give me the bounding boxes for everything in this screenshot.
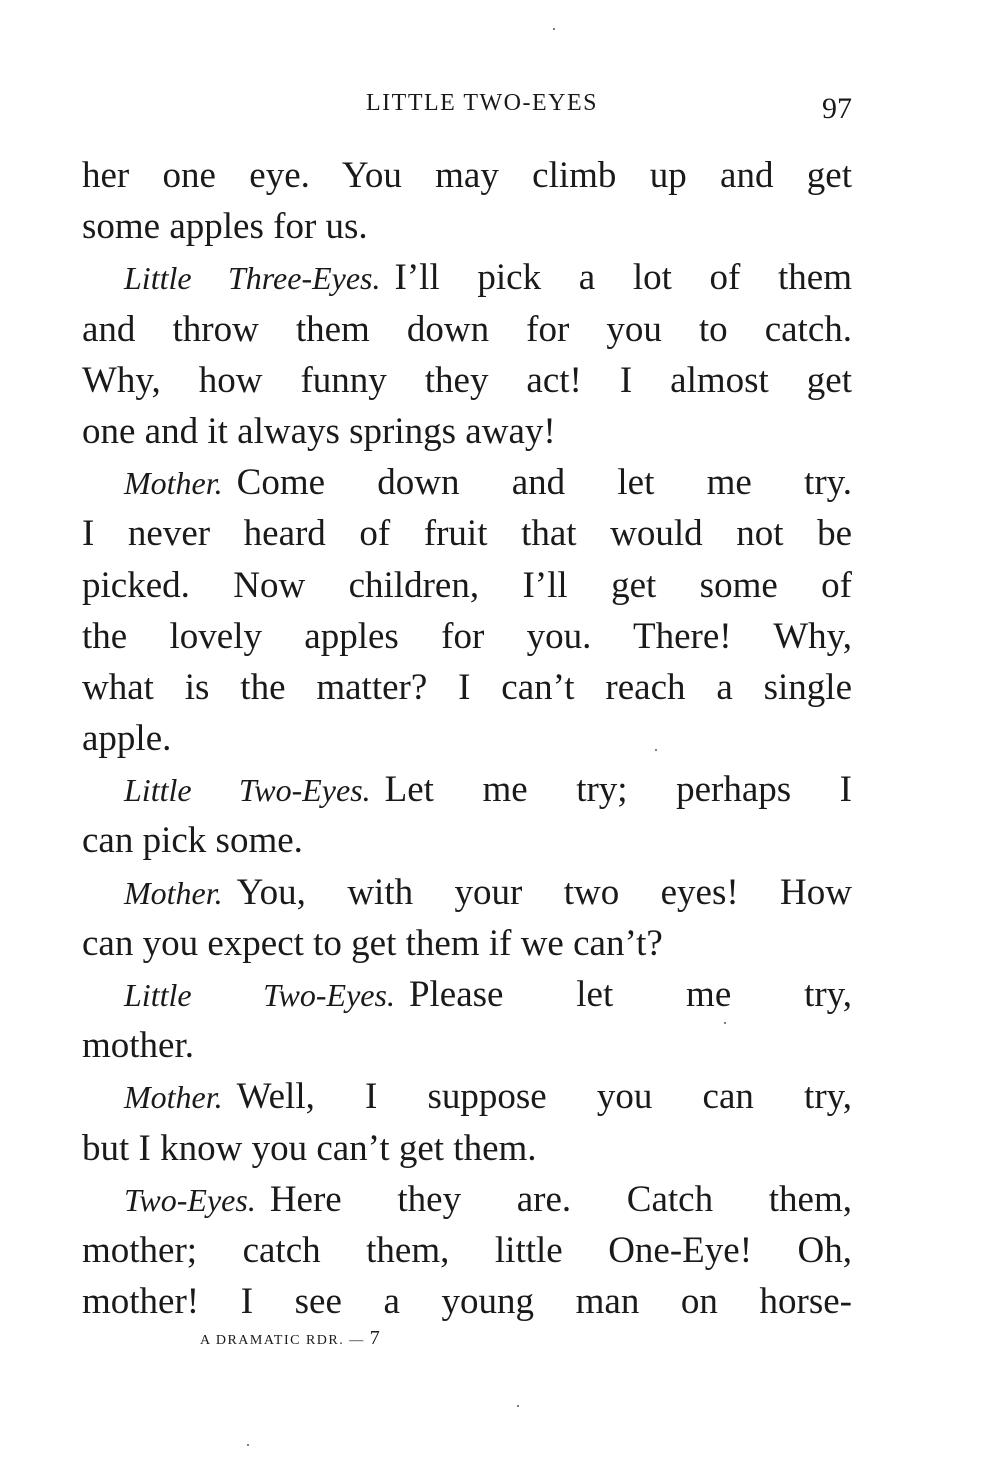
paper-speck xyxy=(517,1405,519,1407)
text-line xyxy=(82,815,852,866)
text-line xyxy=(82,201,852,252)
body-text xyxy=(82,150,852,1327)
line-text: and throw them down for you to catch. xyxy=(82,308,852,350)
text-line xyxy=(82,867,852,918)
line-text: I’ll pick a lot of them xyxy=(394,257,852,299)
text-line xyxy=(82,560,852,611)
text-line xyxy=(82,150,852,201)
text-line xyxy=(82,662,852,713)
line-text: Well, I suppose you can try, xyxy=(236,1076,852,1118)
line-text: some apples for us. xyxy=(82,206,368,248)
text-line xyxy=(82,764,852,815)
text-line xyxy=(82,304,852,355)
running-head xyxy=(82,84,852,124)
line-text: picked. Now children, I’ll get some of xyxy=(82,564,852,606)
text-line xyxy=(82,508,852,559)
line-text: the lovely apples for you. There! Why, xyxy=(82,615,852,657)
speaker-name: Two-Eyes. xyxy=(124,1181,256,1218)
page-number: 97 xyxy=(822,92,852,125)
speaker-name: Little Three-Eyes. xyxy=(124,260,381,297)
line-text: You, with your two eyes! How xyxy=(236,871,852,913)
text-line xyxy=(82,1123,852,1174)
text-line xyxy=(82,1020,852,1071)
text-line xyxy=(82,1225,852,1276)
line-text: Here they are. Catch them, xyxy=(269,1178,852,1220)
line-text: but I know you can’t get them. xyxy=(82,1127,537,1169)
line-text: can pick some. xyxy=(82,820,303,862)
line-text: I never heard of fruit that would not be xyxy=(82,513,852,555)
text-line xyxy=(82,611,852,662)
text-line xyxy=(82,713,852,764)
speaker-name: Mother. xyxy=(124,874,223,911)
line-text: can you expect to get them if we can’t? xyxy=(82,922,663,964)
text-line xyxy=(82,252,852,303)
text-line xyxy=(82,355,852,406)
line-text: what is the matter? I can’t reach a single xyxy=(82,666,852,708)
line-text: Come down and let me try. xyxy=(236,462,852,504)
signature-text: A DRAMATIC RDR. — xyxy=(200,1333,370,1348)
paper-speck xyxy=(247,1444,249,1446)
text-line xyxy=(82,406,852,457)
line-text: Why, how funny they act! I almost get xyxy=(82,359,852,401)
line-text: Let me try; perhaps I xyxy=(384,769,852,811)
paper-speck xyxy=(553,28,555,30)
speaker-name: Mother. xyxy=(124,465,223,502)
line-text: one and it always springs away! xyxy=(82,410,556,452)
speaker-name: Little Two-Eyes. xyxy=(124,772,371,809)
signature-mark xyxy=(200,1327,381,1350)
text-line xyxy=(82,969,852,1020)
text-line xyxy=(82,1276,852,1327)
text-line xyxy=(82,918,852,969)
paper-speck xyxy=(724,1022,726,1024)
running-title: LITTLE TWO-EYES xyxy=(366,90,598,116)
speaker-name: Little Two-Eyes. xyxy=(124,977,395,1013)
text-line xyxy=(82,457,852,508)
line-text: mother! I see a young man on horse- xyxy=(82,1281,852,1323)
line-text: Please let me try, xyxy=(408,974,853,1015)
line-text: her one eye. You may climb up and get xyxy=(82,155,852,196)
text-line xyxy=(82,1071,852,1122)
speaker-name: Mother. xyxy=(124,1079,223,1116)
line-text: apple. xyxy=(82,718,172,760)
text-line xyxy=(82,1174,852,1225)
line-text: mother. xyxy=(82,1025,195,1067)
signature-number: 7 xyxy=(369,1327,382,1349)
line-text: mother; catch them, little One-Eye! Oh, xyxy=(82,1229,852,1271)
paper-speck xyxy=(655,749,657,751)
